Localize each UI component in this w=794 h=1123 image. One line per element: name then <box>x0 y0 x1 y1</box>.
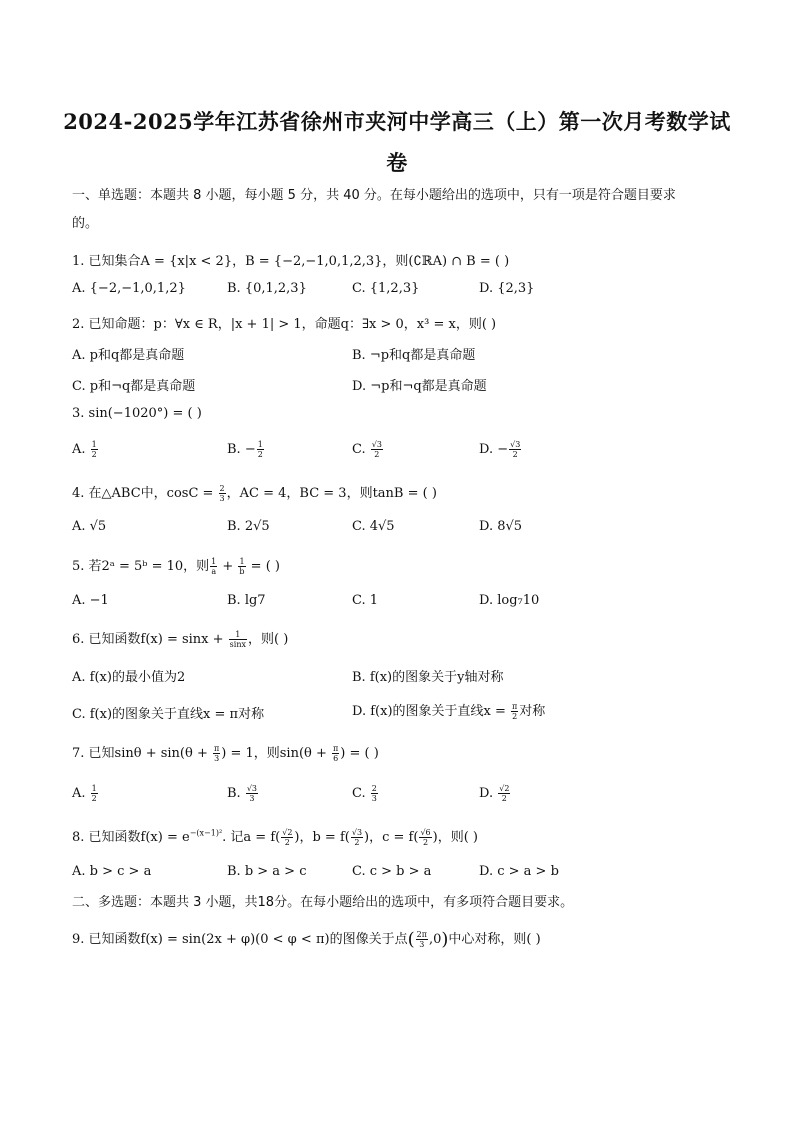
question-2-option-d: D. ¬p和¬q都是真命题 <box>352 379 487 394</box>
option-text: D. f(x)的图象关于直线x = <box>352 704 510 719</box>
stem-text: ) = 1，则sin(θ + <box>221 746 332 761</box>
question-5-option-d: D. log₇10 <box>479 593 540 608</box>
exponent: −(x−1)² <box>189 828 223 838</box>
exam-title-line2: 卷 <box>386 150 408 175</box>
option-label: B. − <box>227 442 256 457</box>
question-3-option-b <box>227 440 265 459</box>
fraction <box>371 784 378 803</box>
question-2-option-b: B. ¬p和q都是真命题 <box>352 348 476 363</box>
exam-title-line1: 2024-2025学年江苏省徐州市夹河中学高三（上）第一次月考数学试 <box>63 109 731 134</box>
denominator: 2 <box>91 450 97 459</box>
question-3-option-c <box>352 440 384 459</box>
question-2-stem: 2. 已知命题：p：∀x ∈ R，|x + 1| > 1，命题q：∃x > 0，x³ = x，则( ) <box>72 317 497 332</box>
numerator: √3 <box>351 828 363 837</box>
denominator: b <box>239 567 245 576</box>
question-4-option-b: B. 2√5 <box>227 519 270 534</box>
denominator: 2 <box>284 838 290 847</box>
question-7-stem <box>72 742 379 763</box>
fraction <box>213 744 220 763</box>
denominator: 2 <box>91 794 97 803</box>
question-6-stem <box>72 628 288 649</box>
question-3-stem: 3. sin(−1020°) = ( ) <box>72 406 202 421</box>
question-5-option-a: A. −1 <box>72 593 109 608</box>
left-paren: ( <box>407 929 415 950</box>
stem-text: ) = ( ) <box>340 746 379 761</box>
denominator: 2 <box>374 450 380 459</box>
stem-text: 8. 已知函数f(x) = e <box>72 830 190 845</box>
numerator: √3 <box>510 440 521 449</box>
question-1-option-a: A. {−2,−1,0,1,2} <box>72 281 186 296</box>
stem-text: 9. 已知函数f(x) = sin(2x + φ)(0 < φ < π)的图像关于点 <box>72 932 408 947</box>
fraction <box>371 440 383 459</box>
numerator: π <box>213 744 220 753</box>
denominator: 2 <box>512 712 518 721</box>
option-label: C. <box>352 786 370 801</box>
question-1-option-b: B. {0,1,2,3} <box>227 281 307 296</box>
numerator: 2π <box>416 930 427 939</box>
numerator: 1 <box>91 784 97 793</box>
fraction <box>246 784 258 803</box>
numerator: 1 <box>211 557 217 566</box>
question-8-option-a: A. b > c > a <box>72 864 152 879</box>
fraction <box>281 828 293 847</box>
question-1-option-d: D. {2,3} <box>479 281 535 296</box>
stem-text: + <box>218 559 238 574</box>
point-coordinate: ,0 <box>428 932 442 947</box>
question-6-option-b: B. f(x)的图象关于y轴对称 <box>352 670 504 685</box>
fraction <box>351 828 363 847</box>
numerator: √6 <box>420 828 431 837</box>
fraction <box>91 784 98 803</box>
question-8-option-c: C. c > b > a <box>352 864 432 879</box>
numerator: 2 <box>219 484 225 493</box>
stem-text: ，AC = 4，BC = 3，则tanB = ( ) <box>226 486 437 501</box>
option-label: D. <box>479 786 498 801</box>
denominator: 2 <box>512 450 518 459</box>
stem-text: ，则( ) <box>248 632 289 647</box>
question-8-option-d: D. c > a > b <box>479 864 559 879</box>
denominator: 6 <box>333 754 339 763</box>
question-1-stem: 1. 已知集合A = {x|x < 2}，B = {−2,−1,0,1,2,3}，则(∁ℝA) ∩ B = ( ) <box>72 254 510 269</box>
numerator: √2 <box>282 828 293 837</box>
right-paren: ) <box>441 929 449 950</box>
question-7-option-d <box>479 784 511 803</box>
denominator: 3 <box>249 794 255 803</box>
question-7-option-a <box>72 784 99 803</box>
stem-text: )，则( ) <box>432 830 478 845</box>
denominator: a <box>211 567 217 576</box>
option-label: B. <box>227 786 245 801</box>
question-3-option-d <box>479 440 522 459</box>
stem-text: . 记a = f( <box>222 830 281 845</box>
question-2-option-c: C. p和¬q都是真命题 <box>72 379 196 394</box>
denominator: 3 <box>214 754 220 763</box>
question-5-option-c: C. 1 <box>352 593 379 608</box>
question-4-stem <box>72 482 437 503</box>
option-label: C. <box>352 442 370 457</box>
question-2-option-a: A. p和q都是真命题 <box>72 348 185 363</box>
denominator: 2 <box>257 450 263 459</box>
denominator: 3 <box>419 940 425 949</box>
question-6-option-a: A. f(x)的最小值为2 <box>72 670 186 685</box>
fraction <box>332 744 339 763</box>
fraction <box>498 784 510 803</box>
stem-text: = ( ) <box>246 559 280 574</box>
fraction <box>257 440 264 459</box>
fraction <box>238 557 245 576</box>
stem-text: )，b = f( <box>294 830 350 845</box>
fraction <box>219 484 226 503</box>
question-7-option-b <box>227 784 259 803</box>
question-4-option-c: C. 4√5 <box>352 519 395 534</box>
numerator: π <box>512 702 518 711</box>
option-label: D. − <box>479 442 509 457</box>
stem-text: 7. 已知sinθ + sin(θ + <box>72 746 212 761</box>
option-label: A. <box>72 786 90 801</box>
question-6-option-c: C. f(x)的图象关于直线x = π对称 <box>72 707 265 722</box>
numerator: 1 <box>239 557 245 566</box>
question-5-option-b: B. lg7 <box>227 593 266 608</box>
section1-instructions: 一、单选题：本题共 8 小题，每小题 5 分，共 40 分。在每小题给出的选项中，只有一项是符合题目要求 <box>72 188 676 203</box>
option-text: 对称 <box>519 704 546 719</box>
fraction <box>91 440 98 459</box>
stem-text: 中心对称，则( ) <box>448 932 541 947</box>
denominator: 2 <box>354 838 360 847</box>
section1-instructions-cont: 的。 <box>72 216 99 231</box>
numerator: √2 <box>499 784 510 793</box>
numerator: 1 <box>91 440 97 449</box>
denominator: 3 <box>371 794 377 803</box>
numerator: 2 <box>371 784 377 793</box>
denominator: 2 <box>501 794 507 803</box>
numerator: 1 <box>229 630 247 640</box>
fraction <box>416 930 428 949</box>
fraction <box>509 440 521 459</box>
question-5-stem <box>72 555 280 576</box>
question-7-option-c <box>352 784 379 803</box>
numerator: 1 <box>257 440 263 449</box>
stem-text: 4. 在△ABC中，cosC = <box>72 486 218 501</box>
question-1-option-c: C. {1,2,3} <box>352 281 420 296</box>
denominator: 2 <box>422 838 429 847</box>
fraction <box>511 702 518 721</box>
question-6-option-d <box>352 700 545 721</box>
question-4-option-d: D. 8√5 <box>479 519 523 534</box>
question-3-option-a <box>72 440 99 459</box>
question-8-option-b: B. b > a > c <box>227 864 307 879</box>
numerator: √3 <box>246 784 258 793</box>
fraction <box>419 828 431 847</box>
denominator: sinx <box>229 640 246 649</box>
fraction <box>229 630 247 649</box>
numerator: π <box>333 744 339 753</box>
stem-text: 6. 已知函数f(x) = sinx + <box>72 632 228 647</box>
section2-instructions: 二、多选题：本题共 3 小题，共18分。在每小题给出的选项中，有多项符合题目要求。 <box>72 895 574 910</box>
fraction <box>210 557 217 576</box>
question-4-option-a: A. √5 <box>72 519 107 534</box>
denominator: 3 <box>219 494 225 503</box>
question-8-stem <box>72 826 478 847</box>
numerator: √3 <box>371 440 382 449</box>
question-9-stem <box>72 928 541 950</box>
option-label: A. <box>72 442 90 457</box>
stem-text: 5. 若2ᵃ = 5ᵇ = 10，则 <box>72 559 210 574</box>
stem-text: )，c = f( <box>364 830 419 845</box>
